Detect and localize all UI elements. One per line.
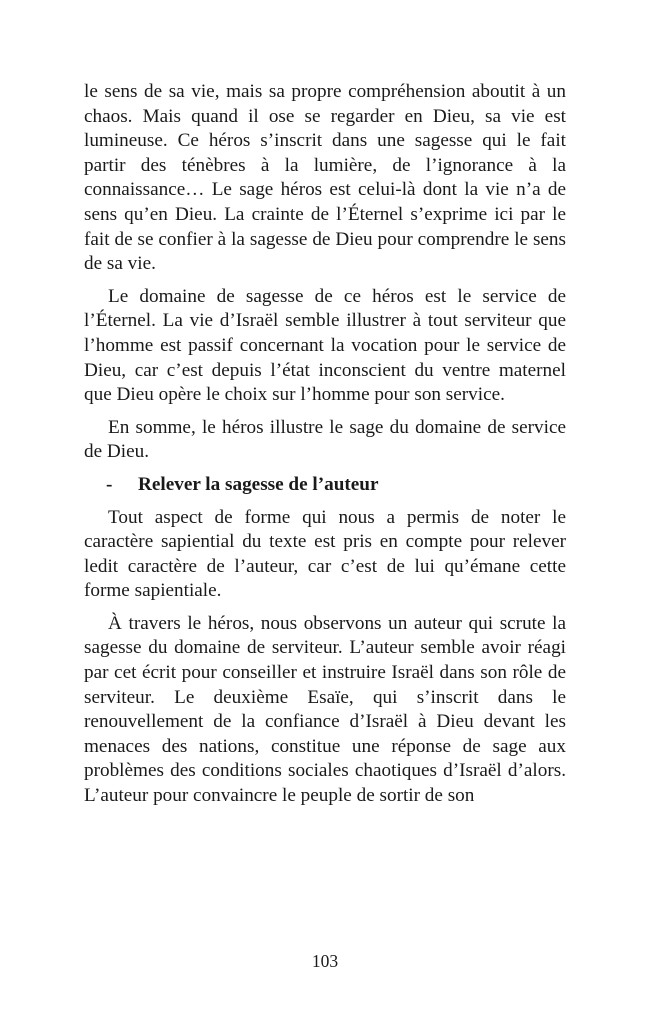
heading-bullet: - bbox=[106, 473, 113, 495]
paragraph-author-hero: À travers le héros, nous observons un auteur qui scrute la sagesse du domaine de serviteur. L’auteur semble avoir réagi par cet écrit pour conseiller et instruire Israël dans son rôle de serviteur. Le deuxième Esaïe, qui s’inscrit dans le renouvellement de la confiance d’Israël à Dieu devant les menaces des nations, constitue une réponse de sage aux problèmes des conditions sociales chaotiques d’Israël d’alors. L’auteur pour convaincre le peuple de sortir de son bbox=[84, 612, 566, 807]
section-heading bbox=[84, 473, 566, 498]
page-body bbox=[84, 80, 566, 817]
paragraph-continuation: le sens de sa vie, mais sa propre compréhension aboutit à un chaos. Mais quand il ose se regarder en Dieu, sa vie est lumineuse. Ce héros s’inscrit dans une sagesse qui le fait partir des ténèbres à la lumière, de l’ignorance à la connaissance… Le sage héros est celui-là dont la vie n’a de sens qu’en Dieu. La crainte de l’Éternel s’exprime ici par le fait de se confier à la sagesse de Dieu pour comprendre le sens de sa vie. bbox=[84, 81, 566, 275]
page-number: 103 bbox=[311, 951, 339, 971]
paragraph-summary: En somme, le héros illustre le sage du domaine de service de Dieu. bbox=[84, 416, 566, 463]
paragraph-service-domain: Le domaine de sagesse de ce héros est le service de l’Éternel. La vie d’Israël semble illustrer à tout serviteur que l’homme est passif concernant la vocation pour le service de Dieu, car c’est depuis l’état inconscient du ventre maternel que Dieu opère le choix sur l’homme pour son service. bbox=[84, 285, 566, 406]
heading-title: Relever la sagesse de l’auteur bbox=[138, 473, 379, 495]
paragraph-form-aspect: Tout aspect de forme qui nous a permis de noter le caractère sapiential du texte est pris en compte pour relever ledit caractère de l’auteur, car c’est de lui qu’émane cette forme sapientiale. bbox=[84, 506, 566, 602]
